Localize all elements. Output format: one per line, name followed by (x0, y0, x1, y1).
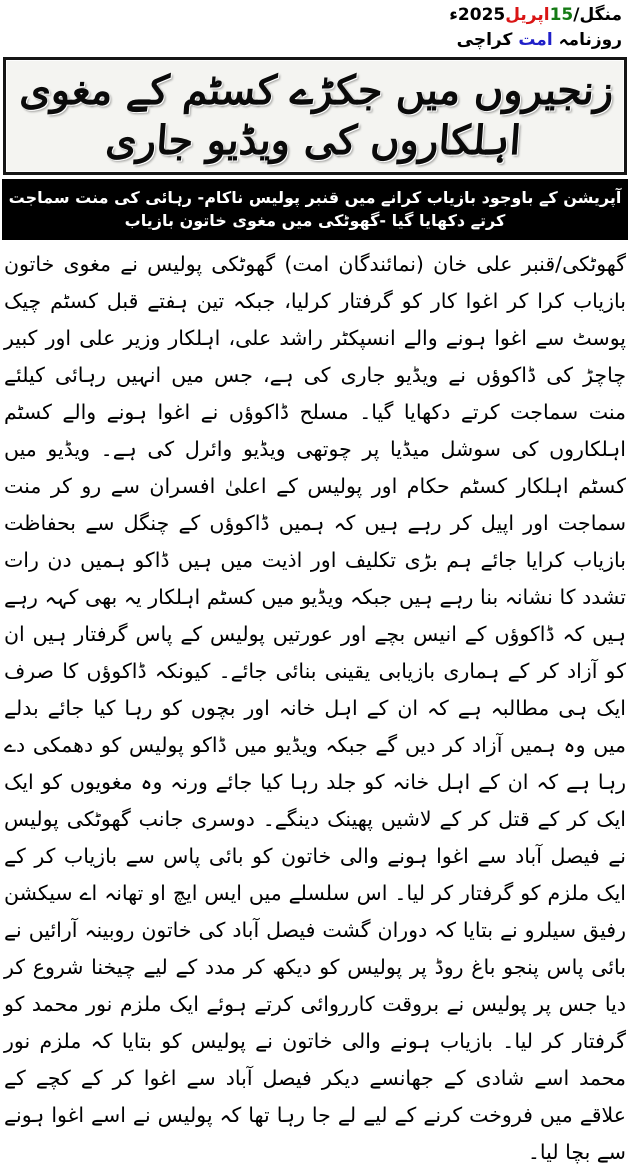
paper-name-line (0, 28, 622, 53)
city-label: کراچی (456, 29, 513, 50)
subheadline-text: آپریشن کے باوجود بازیاب کرانے میں قنبر پولیس ناکام- رہائی کی منت سماجت کرتے دکھایا گیا -گھوٹکی میں مغوی خاتون بازیاب (8, 188, 622, 230)
day-number: 15 (549, 5, 574, 25)
weekday-label: منگل/ (573, 5, 622, 25)
paper-prefix-label: روزنامہ (558, 29, 622, 50)
body-paragraph: گھوٹکی/قنبر علی خان (نمائندگان امت) گھوٹکی پولیس نے مغوی خاتون بازیاب کرا کر اغوا کار کو گرفتار کرلیا، جبکہ تین ہفتے قبل کسٹم چیک پوسٹ سے اغوا ہونے والے انسپکٹر راشد علی، اہلکار وزیر علی اور کبیر چاچڑ کی ڈاکوؤں نے ویڈیو جاری کی ہے، جس میں انہیں رہائی کیلئے منت سماجت کرتے دکھایا گیا۔ مسلح ڈاکوؤں نے اغوا ہونے والے کسٹم اہلکاروں کی سوشل میڈیا پر چوتھی ویڈیو وائرل کی ہے۔ ویڈیو میں کسٹم اہلکار کسٹم حکام اور پولیس کے اعلیٰ افسران سے رو کر منت سماجت اور اپیل کر رہے ہیں کہ ہمیں ڈاکوؤں کے چنگل سے بحفاظت بازیاب کرایا جائے ہم بڑی تکلیف اور اذیت میں ہیں ڈاکو ہمیں دن رات تشدد کا نشانہ بنا رہے ہیں جبکہ ویڈیو میں کسٹم اہلکار یہ بھی کہہ رہے ہیں کہ ڈاکوؤں کے انیس بچے اور عورتیں پولیس کے پاس گرفتار ہیں ان کو آزاد کر کے ہماری بازیابی یقینی بنائی جائے۔ کیونکہ ڈاکوؤں کا صرف ایک ہی مطالبہ ہے کہ ان کے اہل خانہ اور بچوں کو رہا کیا جائے بدلے میں وہ ہمیں آزاد کر دیں گے جبکہ ویڈیو میں ڈاکو پولیس کو دھمکی دے رہا ہے کہ ان کے اہل خانہ کو جلد رہا کیا جائے ورنہ وہ مغویوں کو ایک ایک کر کے قتل کر کے لاشیں پھینک دینگے۔ دوسری جانب گھوٹکی پولیس نے فیصل آباد سے اغوا ہونے والی خاتون کو بائی پاس سے بازیاب کر کے ایک ملزم کو گرفتار کر لیا۔ اس سلسلے میں ایس ایچ او تھانہ اے سیکشن رفیق سیلرو نے بتایا کہ دوران گشت فیصل آباد کی خاتون روبینہ آرائیں نے بائی پاس پنجو باغ روڈ پر پولیس کو دیکھ کر مدد کے لیے چیخنا شروع کر دیا جس پر پولیس نے بروقت کارروائی کرتے ہوئے ایک ملزم نور محمد کو گرفتار کر لیا۔ بازیاب ہونے والی خاتون نے پولیس کو بتایا کہ ملزم نور محمد اسے شادی کے جھانسے دیکر فیصل آباد سے اغوا کر کے کچے کے علاقے میں فروخت کرنے کے لیے لے جا رہا تھا کہ پولیس نے اسے اغوا ہونے سے بچا لیا۔ (4, 252, 626, 1165)
paper-name-label: امت (518, 29, 553, 50)
masthead (0, 0, 630, 52)
headline-box (3, 57, 627, 175)
date-line (0, 3, 622, 28)
article-body (4, 246, 626, 1171)
subheadline-bar (2, 179, 628, 240)
month-label: اپریل (505, 5, 550, 25)
main-headline: زنجیروں میں جکڑے کسٹم کے مغوی اہلکاروں کی ویڈیو جاری (18, 67, 616, 165)
year-label: 2025ء (449, 5, 506, 25)
